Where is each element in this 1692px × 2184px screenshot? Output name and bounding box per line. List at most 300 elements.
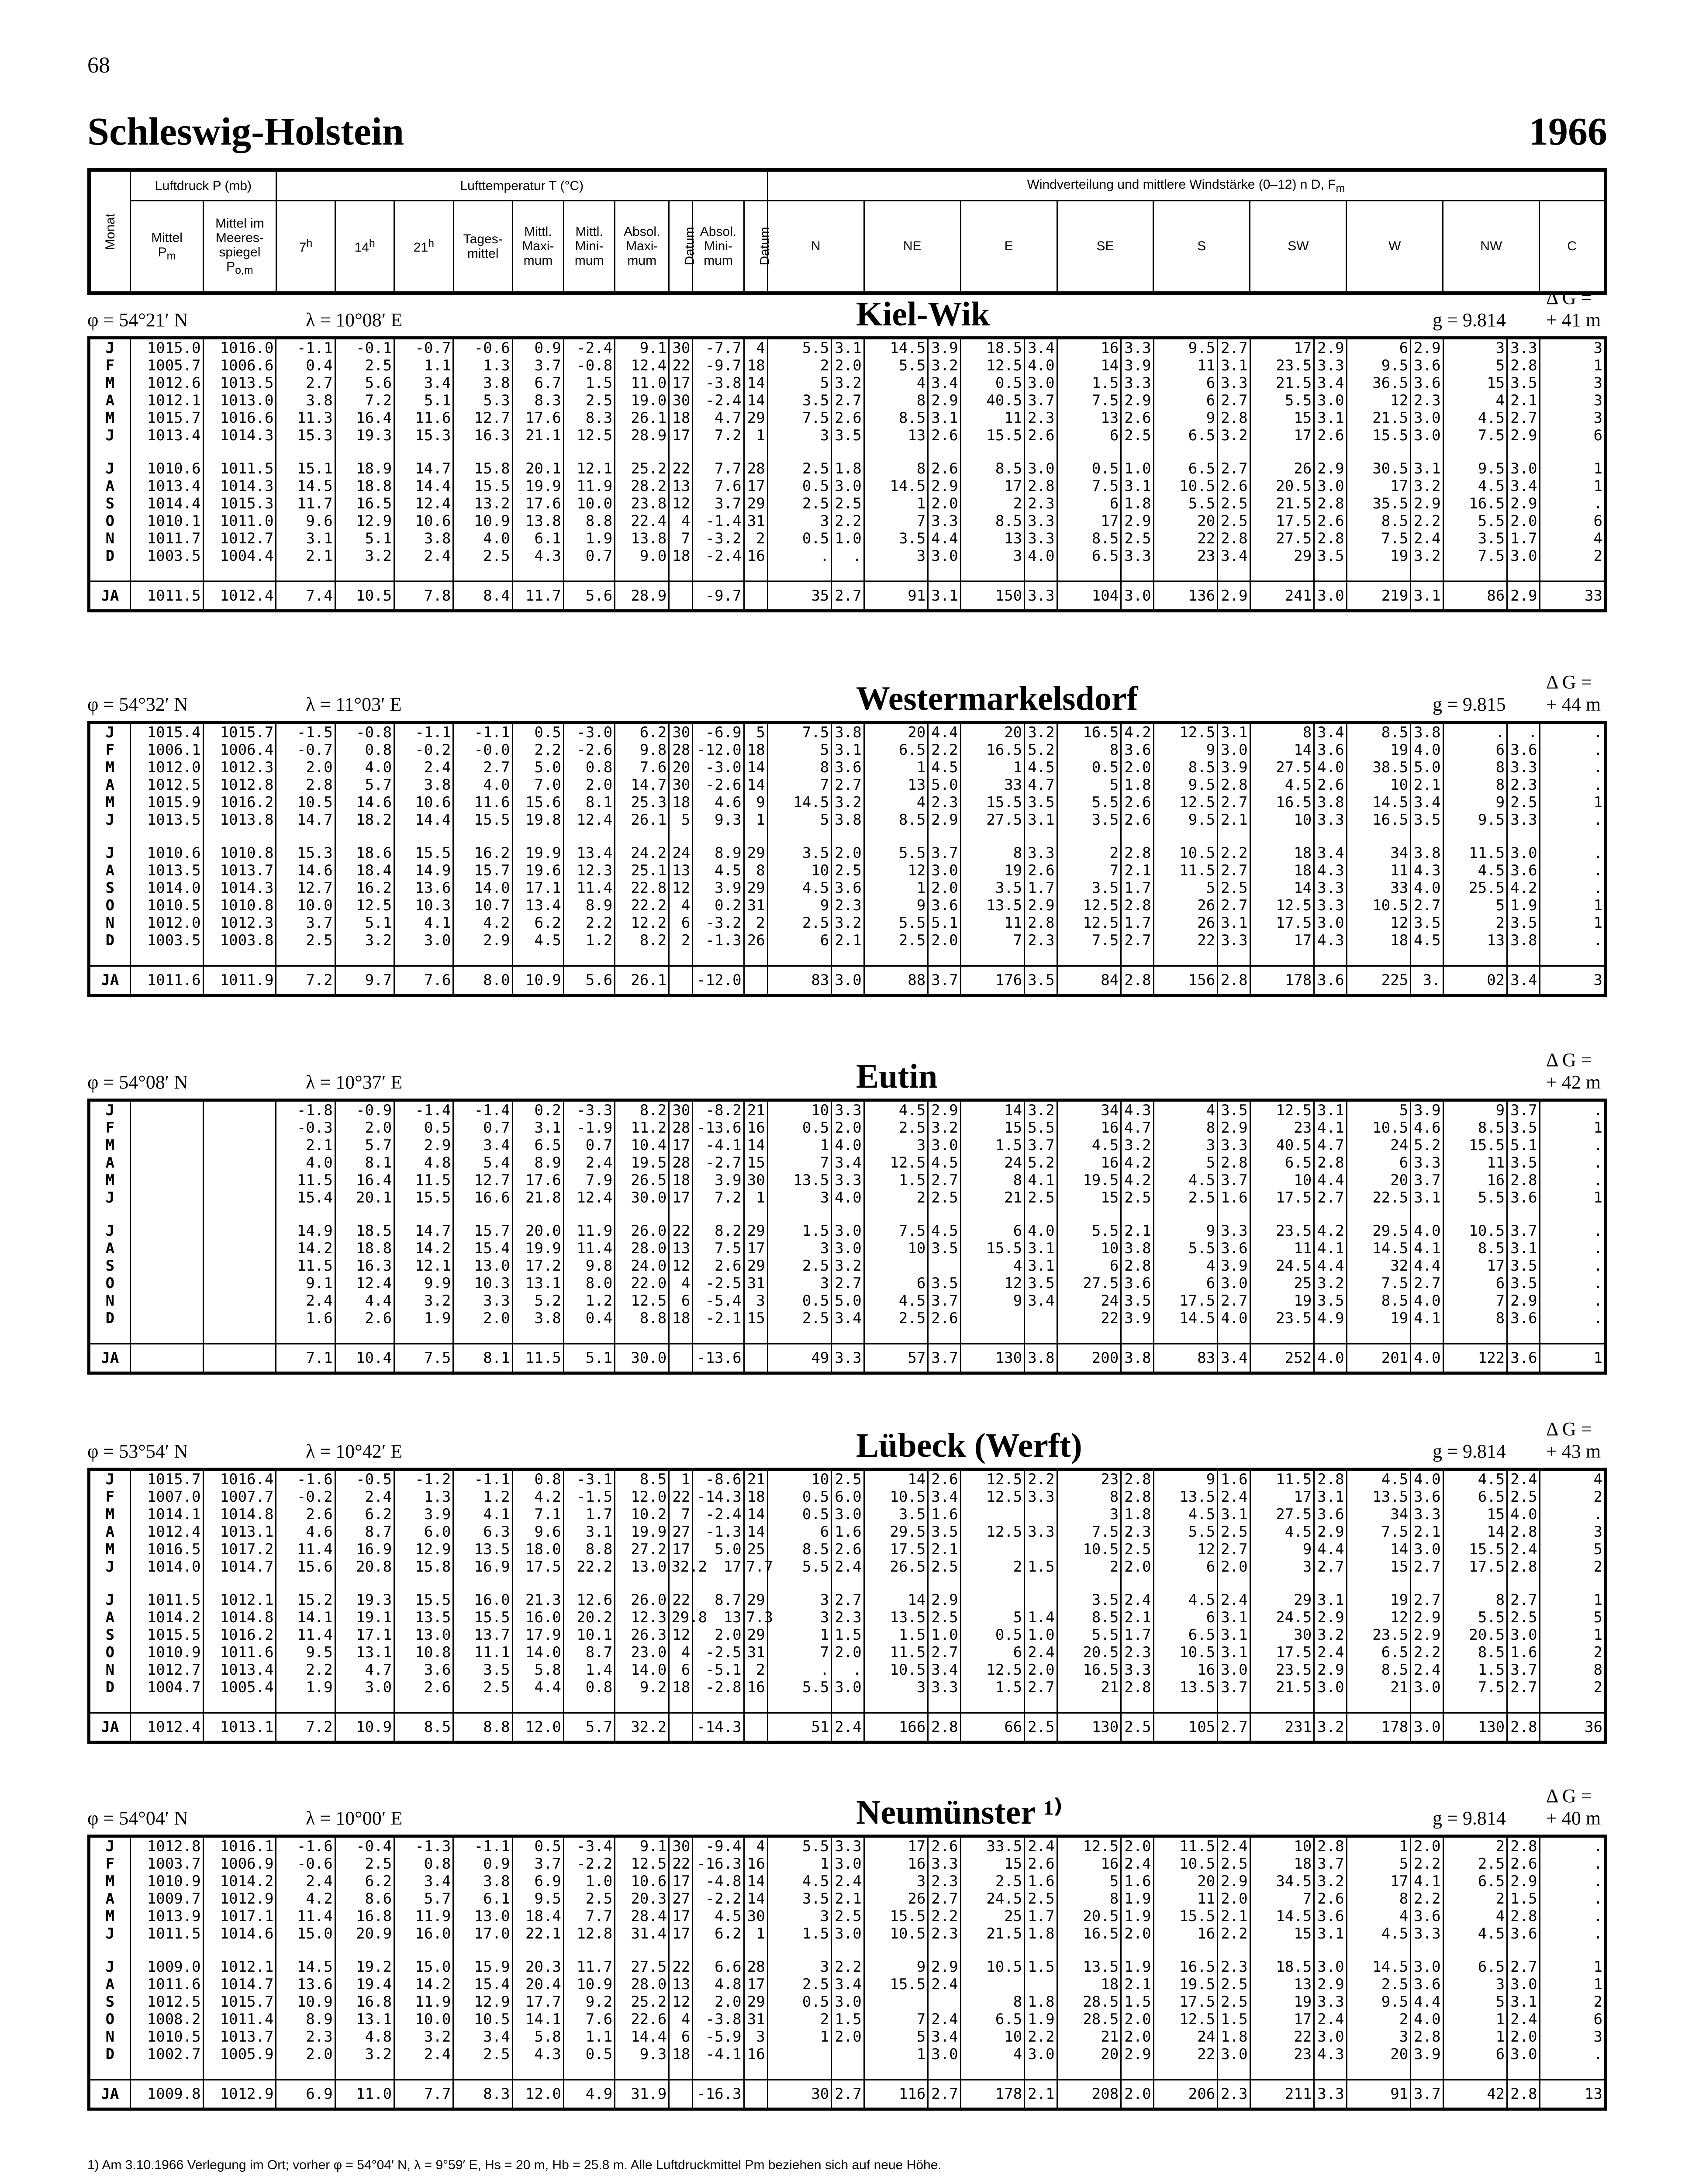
table-cell: 2.9 bbox=[1507, 427, 1540, 444]
table-cell: 23.8 bbox=[615, 495, 669, 512]
table-cell bbox=[928, 1257, 960, 1275]
table-cell: 2.3 bbox=[1121, 1644, 1153, 1661]
t21-header: 21$^h$ bbox=[394, 200, 453, 293]
table-cell: 2.6 bbox=[1314, 512, 1347, 530]
table-cell bbox=[1025, 1541, 1057, 1558]
table-cell: 7.4 bbox=[276, 581, 335, 611]
station-delta-g: Δ G = + 40 m bbox=[1546, 1785, 1601, 1829]
table-cell: -3.0 bbox=[693, 759, 744, 776]
table-cell: 1 bbox=[669, 1469, 693, 1489]
table-cell: 22.6 bbox=[615, 2011, 669, 2028]
table-cell: 22 bbox=[1153, 530, 1218, 547]
table-cell: 1.0 bbox=[928, 1626, 960, 1644]
table-cell: 14.1 bbox=[512, 2011, 563, 2028]
month-cell: M bbox=[89, 374, 131, 392]
table-cell: 1.7 bbox=[1025, 879, 1057, 897]
table-cell: 1016.2 bbox=[203, 794, 276, 811]
table-cell: 11.6 bbox=[394, 409, 453, 427]
table-cell: 1006.4 bbox=[203, 741, 276, 759]
table-cell: 2 bbox=[1443, 1836, 1507, 1856]
table-cell: 5.5 bbox=[1443, 512, 1507, 530]
table-cell: 0.5 bbox=[563, 2046, 615, 2063]
table-cell: 2.5 bbox=[1121, 1189, 1153, 1206]
table-cell: 13.8 bbox=[615, 530, 669, 547]
table-cell: 17.5 bbox=[1153, 1292, 1218, 1310]
table-cell: 2.5 bbox=[1507, 1488, 1540, 1506]
table-cell: 25 bbox=[744, 1541, 767, 1558]
table-cell: 2.6 bbox=[928, 1836, 960, 1856]
table-cell: 12.1 bbox=[563, 460, 615, 477]
table-cell: 1 bbox=[1540, 794, 1606, 811]
table-cell: 1017.1 bbox=[203, 1908, 276, 1925]
table-cell: 3 bbox=[767, 1958, 832, 1976]
table-cell: 3.5 bbox=[832, 427, 864, 444]
table-cell: 1010.5 bbox=[130, 2028, 203, 2046]
table-row bbox=[89, 1679, 1606, 1696]
table-cell: -2.8 bbox=[693, 1679, 744, 1696]
table-cell: 2.6 bbox=[928, 427, 960, 444]
table-cell: 9 bbox=[1443, 1100, 1507, 1120]
table-cell: 14 bbox=[744, 374, 767, 392]
table-cell: 16 bbox=[1057, 1119, 1121, 1137]
table-cell: 19.5 bbox=[1057, 1171, 1121, 1189]
month-cell: M bbox=[89, 1171, 131, 1189]
table-cell: 2.6 bbox=[1121, 811, 1153, 829]
table-cell: 11.0 bbox=[615, 374, 669, 392]
table-cell: 4 bbox=[669, 512, 693, 530]
table-cell: 2.6 bbox=[928, 460, 960, 477]
table-cell: -3.8 bbox=[693, 2011, 744, 2028]
table-cell: 1.5 bbox=[832, 1626, 864, 1644]
table-cell: 4.0 bbox=[1411, 1469, 1443, 1489]
table-cell: 6.5 bbox=[1443, 1488, 1507, 1506]
table-cell: -1.8 bbox=[276, 1100, 335, 1120]
table-cell: 1.0 bbox=[563, 1873, 615, 1890]
table-cell: 8.5 bbox=[960, 460, 1025, 477]
table-cell: 3.3 bbox=[1218, 1137, 1250, 1154]
table-cell: 11.5 bbox=[1153, 1836, 1218, 1856]
table-cell: 8 bbox=[1443, 1591, 1507, 1609]
table-cell: 5.5 bbox=[767, 1836, 832, 1856]
table-cell: 2.5 bbox=[1121, 1713, 1153, 1742]
table-cell: 0.5 bbox=[767, 1119, 832, 1137]
table-cell: 20.1 bbox=[512, 460, 563, 477]
table-cell: 22.0 bbox=[615, 1275, 669, 1292]
table-cell: 13 bbox=[960, 530, 1025, 547]
table-cell: 2.8 bbox=[1121, 1469, 1153, 1489]
table-cell: 17.5 bbox=[1250, 914, 1314, 932]
table-row bbox=[89, 477, 1606, 495]
table-cell: 3.6 bbox=[1507, 1310, 1540, 1327]
table-cell: 12.1 bbox=[394, 1257, 453, 1275]
table-cell: 2.5 bbox=[767, 460, 832, 477]
table-row bbox=[89, 2080, 1606, 2109]
table-cell: 6.2 bbox=[335, 1873, 394, 1890]
table-cell: 1.6 bbox=[832, 1523, 864, 1541]
table-cell: 2.0 bbox=[832, 844, 864, 862]
table-cell: 13.1 bbox=[512, 1275, 563, 1292]
table-cell: 1.1 bbox=[394, 357, 453, 374]
table-cell: 28.9 bbox=[615, 427, 669, 444]
table-cell: 6.0 bbox=[832, 1488, 864, 1506]
table-cell: 2.9 bbox=[1411, 338, 1443, 357]
table-cell: 8.7 bbox=[335, 1523, 394, 1541]
table-cell: 11.5 bbox=[1443, 844, 1507, 862]
table-cell: 16.2 bbox=[453, 844, 512, 862]
table-cell: 1.9 bbox=[1121, 1908, 1153, 1925]
table-cell: 2.0 bbox=[1121, 1558, 1153, 1576]
table-row bbox=[89, 2011, 1606, 2028]
table-cell: 28.4 bbox=[615, 1908, 669, 1925]
table-cell: 28 bbox=[744, 460, 767, 477]
table-cell: 19 bbox=[1347, 547, 1411, 565]
table-cell: 16.5 bbox=[1057, 1925, 1121, 1942]
table-cell: 12.7 bbox=[453, 1171, 512, 1189]
month-cell: A bbox=[89, 1240, 131, 1257]
table-cell: 2.2 bbox=[1411, 1890, 1443, 1908]
table-cell: 3.2 bbox=[1218, 427, 1250, 444]
table-cell bbox=[203, 1137, 276, 1154]
table-cell: 4.3 bbox=[512, 547, 563, 565]
table-cell: 7 bbox=[1443, 1292, 1507, 1310]
table-row bbox=[89, 949, 1606, 966]
table-cell: 3.7 bbox=[693, 495, 744, 512]
table-cell: 4.0 bbox=[335, 759, 394, 776]
table-cell: 0.5 bbox=[767, 1993, 832, 2011]
table-cell: 2.5 bbox=[335, 357, 394, 374]
datum-header: Datum bbox=[669, 200, 693, 293]
table-cell: 20 bbox=[1347, 1171, 1411, 1189]
table-cell: . bbox=[767, 1661, 832, 1679]
table-cell: 2 bbox=[669, 932, 693, 949]
table-cell: 33 bbox=[1347, 879, 1411, 897]
table-cell: 1 bbox=[1540, 460, 1606, 477]
table-cell bbox=[669, 1344, 693, 1373]
table-cell: 8.2 bbox=[615, 1100, 669, 1120]
table-cell: 1.0 bbox=[1121, 460, 1153, 477]
table-cell: 9.8 bbox=[563, 1257, 615, 1275]
table-cell: 2.0 bbox=[693, 1993, 744, 2011]
table-cell: 3.1 bbox=[1025, 1257, 1057, 1275]
table-cell: 6 bbox=[1153, 1609, 1218, 1626]
table-cell: -0.8 bbox=[335, 722, 394, 742]
table-cell: 2.7 bbox=[1411, 897, 1443, 914]
table-cell: 1011.9 bbox=[203, 966, 276, 995]
table-cell bbox=[744, 581, 767, 611]
table-row bbox=[89, 759, 1606, 776]
table-cell: 2.8 bbox=[1507, 2080, 1540, 2109]
table-cell: 1 bbox=[1540, 1591, 1606, 1609]
table-cell: -1.4 bbox=[394, 1100, 453, 1120]
table-cell: 2 bbox=[1540, 1679, 1606, 1696]
table-cell: 5.5 bbox=[767, 338, 832, 357]
table-cell: 6.6 bbox=[693, 1958, 744, 1976]
table-cell: 4.0 bbox=[1025, 1222, 1057, 1240]
table-cell: 1.5 bbox=[1025, 1558, 1057, 1576]
table-cell: 3.0 bbox=[832, 1855, 864, 1873]
table-cell: 1016.2 bbox=[203, 1626, 276, 1644]
table-cell: 4.0 bbox=[832, 1189, 864, 1206]
table-cell: 16.2 bbox=[335, 879, 394, 897]
table-cell: 15.0 bbox=[276, 1925, 335, 1942]
table-cell: 4.5 bbox=[1250, 776, 1314, 794]
table-cell: 1.6 bbox=[1121, 1873, 1153, 1890]
table-cell: 5.0 bbox=[832, 1292, 864, 1310]
table-cell: 28.0 bbox=[615, 1976, 669, 1993]
table-cell: 1014.0 bbox=[130, 879, 203, 897]
table-cell: 7.5 bbox=[1347, 1275, 1411, 1292]
table-cell: 4.5 bbox=[1443, 409, 1507, 427]
table-cell: 33 bbox=[960, 776, 1025, 794]
month-cell: N bbox=[89, 2028, 131, 2046]
table-cell: 14.4 bbox=[615, 2028, 669, 2046]
table-cell: 13.5 bbox=[453, 1541, 512, 1558]
table-cell: 12.7 bbox=[453, 409, 512, 427]
table-cell: 6 bbox=[1057, 427, 1121, 444]
station-section bbox=[87, 1418, 1607, 1744]
table-cell bbox=[130, 1310, 203, 1327]
month-cell: J bbox=[89, 722, 131, 742]
table-cell: 1003.5 bbox=[130, 932, 203, 949]
table-cell: 12 bbox=[669, 495, 693, 512]
table-cell: 8.5 bbox=[1347, 1661, 1411, 1679]
table-cell: 12.4 bbox=[615, 357, 669, 374]
table-cell: 10.5 bbox=[864, 1661, 928, 1679]
table-cell: 13.0 bbox=[615, 1558, 669, 1576]
table-cell: 14 bbox=[744, 1523, 767, 1541]
table-cell: 7.3 bbox=[744, 1609, 767, 1626]
table-cell: 15.6 bbox=[512, 794, 563, 811]
table-cell: 30 bbox=[669, 776, 693, 794]
table-cell: -2.6 bbox=[563, 741, 615, 759]
table-cell: 21.5 bbox=[1250, 1679, 1314, 1696]
table-cell: 1013.8 bbox=[203, 811, 276, 829]
table-cell: 5.2 bbox=[1411, 1137, 1443, 1154]
table-cell: 4.2 bbox=[1314, 1222, 1347, 1240]
table-cell: 2.8 bbox=[1121, 897, 1153, 914]
table-cell: 9.5 bbox=[1153, 338, 1218, 357]
table-cell: 3.0 bbox=[1411, 427, 1443, 444]
table-cell: 1 bbox=[864, 759, 928, 776]
table-cell: 8.7 bbox=[693, 1591, 744, 1609]
table-cell: 7.2 bbox=[693, 427, 744, 444]
table-row bbox=[89, 1591, 1606, 1609]
table-cell bbox=[203, 1275, 276, 1292]
table-cell: 2.5 bbox=[960, 1873, 1025, 1890]
table-cell: 27.5 bbox=[615, 1958, 669, 1976]
table-cell: 6.7 bbox=[512, 374, 563, 392]
table-cell: 4.5 bbox=[928, 759, 960, 776]
page bbox=[87, 0, 1607, 2184]
table-cell: 3.8 bbox=[1411, 722, 1443, 742]
table-cell: 3.9 bbox=[928, 338, 960, 357]
table-cell bbox=[130, 1154, 203, 1171]
table-cell: 3.6 bbox=[1314, 1908, 1347, 1925]
table-cell: 19 bbox=[1347, 1310, 1411, 1327]
table-cell: 3.3 bbox=[1314, 1993, 1347, 2011]
table-cell: 3.0 bbox=[1314, 2028, 1347, 2046]
station-latitude: φ = 53°54′ N bbox=[87, 1441, 188, 1462]
table-cell: . bbox=[1540, 1292, 1606, 1310]
table-cell: 176 bbox=[960, 966, 1025, 995]
table-cell: 23 bbox=[1153, 547, 1218, 565]
table-cell: 7.5 bbox=[1443, 427, 1507, 444]
table-cell: 3.8 bbox=[453, 374, 512, 392]
table-cell: 30 bbox=[767, 2080, 832, 2109]
table-cell: 3.8 bbox=[453, 1873, 512, 1890]
table-cell: 6.9 bbox=[512, 1873, 563, 1890]
table-cell: 13 bbox=[1057, 409, 1121, 427]
table-cell: 1015.5 bbox=[130, 1626, 203, 1644]
table-cell: . bbox=[1540, 495, 1606, 512]
table-cell: 4.8 bbox=[394, 1154, 453, 1171]
table-row bbox=[89, 966, 1606, 995]
month-cell: JA bbox=[89, 1344, 131, 1373]
table-cell: 5.7 bbox=[335, 776, 394, 794]
table-cell: 25.2 bbox=[615, 1993, 669, 2011]
table-cell: 17.6 bbox=[512, 1171, 563, 1189]
table-cell: 2.5 bbox=[276, 932, 335, 949]
table-cell: 2.0 bbox=[276, 2046, 335, 2063]
table-cell: 156 bbox=[1153, 966, 1218, 995]
table-cell: 3.3 bbox=[1411, 1154, 1443, 1171]
table-cell: 28.2 bbox=[615, 477, 669, 495]
table-cell: 27.5 bbox=[1250, 1506, 1314, 1523]
table-cell: 2.5 bbox=[1153, 1189, 1218, 1206]
table-cell: 2.2 bbox=[1411, 1855, 1443, 1873]
table-cell: 1005.4 bbox=[203, 1679, 276, 1696]
table-cell: 12.0 bbox=[512, 2080, 563, 2109]
table-cell: 51 bbox=[767, 1713, 832, 1742]
table-cell: 5 bbox=[1057, 776, 1121, 794]
table-cell: 4.4 bbox=[928, 722, 960, 742]
table-cell: 1.6 bbox=[276, 1310, 335, 1327]
table-cell: 14.1 bbox=[276, 1609, 335, 1626]
meeresspiegel-header: Mittel im Meeres-spiegel $P_{o,m}$ bbox=[203, 200, 276, 293]
table-cell: 4.5 bbox=[1347, 1469, 1411, 1489]
table-cell: 7.2 bbox=[335, 392, 394, 409]
table-cell: 2 bbox=[960, 1558, 1025, 1576]
table-cell: 7.5 bbox=[767, 409, 832, 427]
table-cell: 2.9 bbox=[1411, 1609, 1443, 1626]
table-cell: 2.9 bbox=[928, 392, 960, 409]
table-cell: 17.1 bbox=[512, 879, 563, 897]
table-cell: -1.1 bbox=[453, 1836, 512, 1856]
table-cell: 13 bbox=[669, 477, 693, 495]
table-cell: 4.0 bbox=[453, 776, 512, 794]
table-cell: 3.4 bbox=[832, 1154, 864, 1171]
table-cell: 3.4 bbox=[1314, 374, 1347, 392]
table-cell: 18.4 bbox=[512, 1908, 563, 1925]
station-table bbox=[87, 1835, 1607, 2111]
table-cell: 2 bbox=[1347, 2011, 1411, 2028]
table-cell: 3.6 bbox=[1507, 1925, 1540, 1942]
table-row bbox=[89, 1506, 1606, 1523]
month-cell: J bbox=[89, 1925, 131, 1942]
table-cell: 4.7 bbox=[1314, 1137, 1347, 1154]
table-row bbox=[89, 1344, 1606, 1373]
table-cell: -0.5 bbox=[335, 1469, 394, 1489]
table-row bbox=[89, 427, 1606, 444]
table-cell: 10 bbox=[960, 2028, 1025, 2046]
table-cell: 4.2 bbox=[1121, 1171, 1153, 1189]
month-cell: O bbox=[89, 1644, 131, 1661]
table-cell: 3.8 bbox=[1314, 794, 1347, 811]
table-cell: 3.2 bbox=[928, 1119, 960, 1137]
table-cell: 10 bbox=[767, 1469, 832, 1489]
table-cell: 2.8 bbox=[1314, 1469, 1347, 1489]
table-cell: 7 bbox=[767, 776, 832, 794]
table-cell: 3.4 bbox=[832, 1976, 864, 1993]
table-cell: 2.4 bbox=[335, 1488, 394, 1506]
mittl-max-header: Mittl. Maxi-mum bbox=[512, 200, 563, 293]
table-cell: 14.2 bbox=[394, 1240, 453, 1257]
month-cell: N bbox=[89, 1292, 131, 1310]
table-cell: 21.3 bbox=[512, 1591, 563, 1609]
table-cell: 2.1 bbox=[1218, 811, 1250, 829]
table-cell: 2.5 bbox=[767, 914, 832, 932]
table-cell: 30.0 bbox=[615, 1344, 669, 1373]
table-cell: 3.0 bbox=[832, 966, 864, 995]
table-cell: 2.7 bbox=[276, 374, 335, 392]
table-cell: 3.1 bbox=[563, 1523, 615, 1541]
table-cell bbox=[203, 1154, 276, 1171]
table-cell: 14.0 bbox=[615, 1661, 669, 1679]
table-cell: 2.7 bbox=[1507, 1958, 1540, 1976]
table-cell: 34.5 bbox=[1250, 1873, 1314, 1890]
table-cell: 2.7 bbox=[453, 759, 512, 776]
table-cell: 2.3 bbox=[1025, 409, 1057, 427]
year: 1966 bbox=[1529, 110, 1607, 153]
month-cell: JA bbox=[89, 581, 131, 611]
table-cell: 3.0 bbox=[832, 1506, 864, 1523]
table-cell: 18 bbox=[669, 1679, 693, 1696]
table-cell: 2.9 bbox=[928, 1100, 960, 1120]
table-row bbox=[89, 547, 1606, 565]
table-cell: 1.6 bbox=[1218, 1469, 1250, 1489]
table-cell: 28.0 bbox=[615, 1240, 669, 1257]
table-cell: 1014.7 bbox=[203, 1558, 276, 1576]
table-cell: 10.0 bbox=[394, 2011, 453, 2028]
table-cell: 8 bbox=[1153, 1119, 1218, 1137]
month-cell: O bbox=[89, 512, 131, 530]
table-cell: 12 bbox=[1153, 1541, 1218, 1558]
table-cell: 3.5 bbox=[1507, 1257, 1540, 1275]
month-cell: S bbox=[89, 495, 131, 512]
table-cell: 19.3 bbox=[335, 427, 394, 444]
table-cell: 27.5 bbox=[960, 811, 1025, 829]
table-cell: 11.7 bbox=[512, 581, 563, 611]
table-cell: 1010.1 bbox=[130, 512, 203, 530]
table-cell: 3.5 bbox=[1025, 966, 1057, 995]
table-cell: 1.2 bbox=[453, 1488, 512, 1506]
table-cell: 178 bbox=[1347, 1713, 1411, 1742]
table-cell: 18 bbox=[1057, 1976, 1121, 1993]
table-cell: 16.9 bbox=[335, 1541, 394, 1558]
table-cell: -1.6 bbox=[276, 1469, 335, 1489]
table-cell: 4.5 bbox=[1443, 477, 1507, 495]
table-cell: -2.5 bbox=[693, 1644, 744, 1661]
table-cell: 2.8 bbox=[1314, 1836, 1347, 1856]
table-cell: -3.1 bbox=[563, 1469, 615, 1489]
table-cell: 3.1 bbox=[1411, 1189, 1443, 1206]
table-cell: 1012.3 bbox=[203, 914, 276, 932]
table-cell: 1011.5 bbox=[130, 1925, 203, 1942]
table-cell: 4.3 bbox=[1314, 2046, 1347, 2063]
table-cell: 2.9 bbox=[928, 477, 960, 495]
table-cell: 9 bbox=[1153, 1222, 1218, 1240]
table-cell: 3.4 bbox=[832, 1310, 864, 1327]
